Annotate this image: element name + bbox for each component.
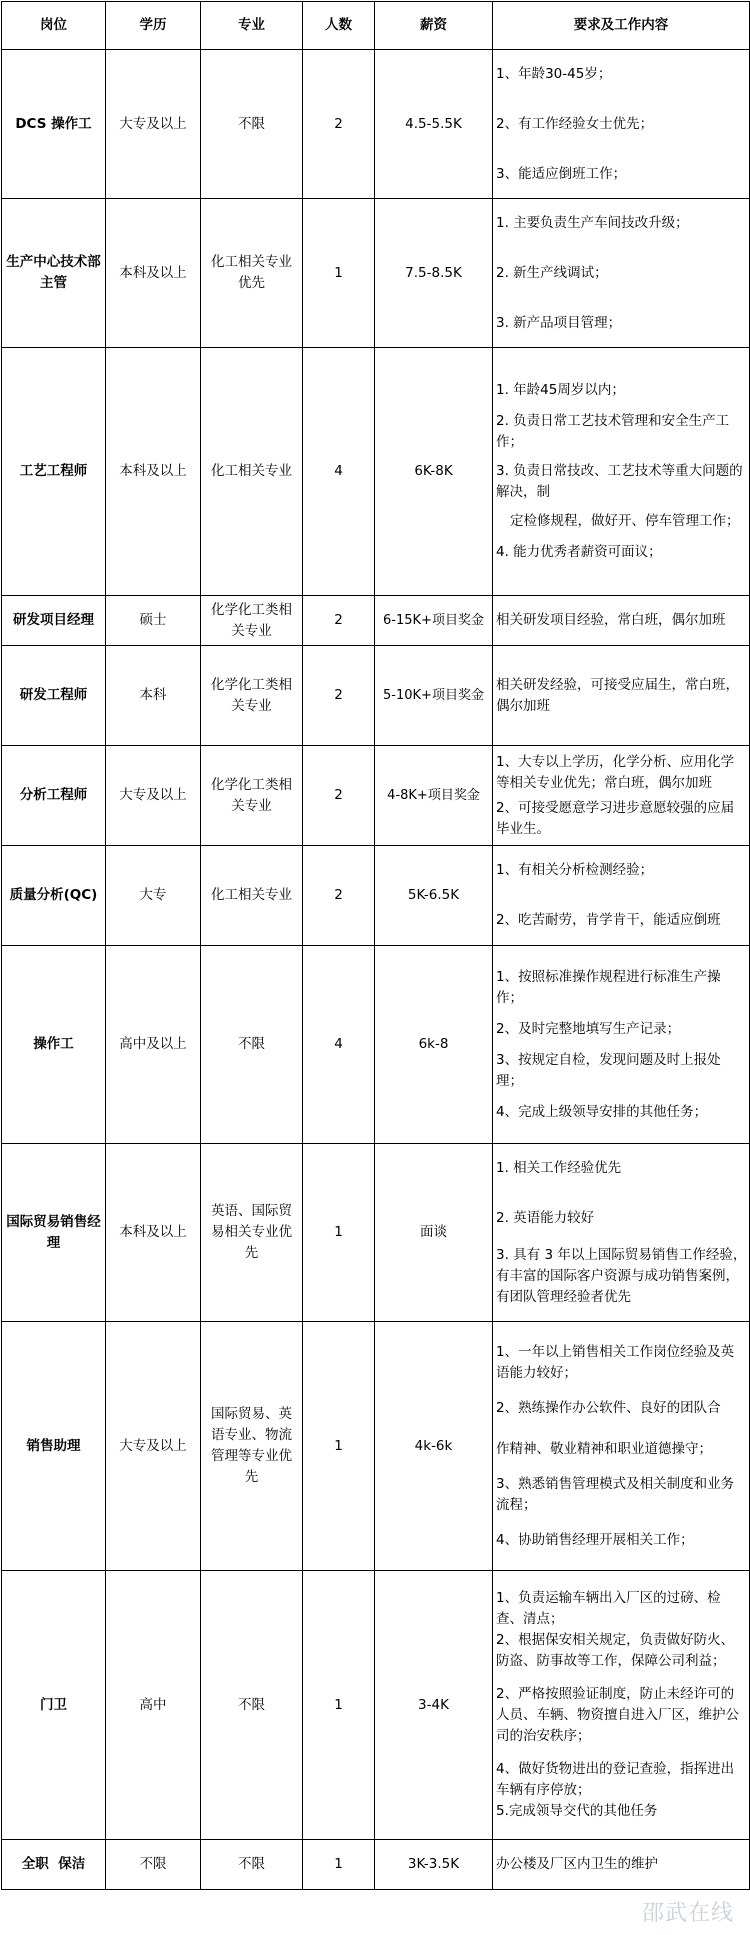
requirements-cell <box>493 746 750 846</box>
requirements-cell <box>493 1144 750 1322</box>
requirement-item: 4、做好货物进出的登记查验，指挥进出车辆有序停放； <box>496 1761 735 1798</box>
requirement-item: 3、按规定自检，发现问题及时上报处理； <box>496 1051 721 1089</box>
major-cell: 不限 <box>201 50 303 199</box>
salary-cell: 4k-6k <box>375 1322 493 1571</box>
requirement-item: 1. 相关工作经验优先 <box>496 1159 622 1176</box>
requirement-item: 4. 能力优秀者薪资可面议； <box>496 544 662 560</box>
position-cell: 生产中心技术部主管 <box>2 199 106 348</box>
requirements-cell <box>493 1840 750 1890</box>
table-row <box>2 50 750 199</box>
salary-cell: 4.5-5.5K <box>375 50 493 199</box>
major-cell: 国际贸易、英语专业、物流管理等专业优先 <box>201 1322 303 1571</box>
job-table <box>1 1 750 1890</box>
table-row <box>2 646 750 746</box>
requirement-item: 2、可接受愿意学习进步意愿较强的应届毕业生。 <box>496 799 735 837</box>
requirement-item: 相关研发项目经验，常白班，偶尔加班 <box>496 612 726 628</box>
requirement-item: 1、按照标准操作规程进行标准生产操作； <box>496 968 721 1006</box>
count-cell: 1 <box>303 1840 375 1890</box>
requirement-item: 5.完成领导交代的其他任务 <box>496 1803 658 1819</box>
salary-cell: 4-8K+项目奖金 <box>375 746 493 846</box>
requirement-item: 3. 新产品项目管理； <box>496 314 622 331</box>
count-cell: 1 <box>303 1571 375 1840</box>
education-cell: 大专 <box>106 846 201 946</box>
requirement-item: 作精神、敬业精神和职业道德操守； <box>496 1440 712 1457</box>
major-cell: 化工相关专业优先 <box>201 199 303 348</box>
education-cell: 高中 <box>106 1571 201 1840</box>
requirements-cell <box>493 50 750 199</box>
requirement-item: 2. 新生产线调试； <box>496 264 608 281</box>
header-row <box>2 2 750 50</box>
position-cell: 研发项目经理 <box>2 596 106 646</box>
education-cell: 不限 <box>106 1840 201 1890</box>
major-cell: 化学化工类相关专业 <box>201 646 303 746</box>
count-cell: 1 <box>303 199 375 348</box>
position-cell: 国际贸易销售经理 <box>2 1144 106 1322</box>
requirements-cell <box>493 596 750 646</box>
table-row <box>2 1571 750 1840</box>
watermark: 邵武在线 <box>641 1901 734 1926</box>
education-cell: 本科及以上 <box>106 199 201 348</box>
requirement-item: 2. 负责日常工艺技术管理和安全生产工作； <box>496 413 730 450</box>
table-row <box>2 846 750 946</box>
salary-cell: 6-15K+项目奖金 <box>375 596 493 646</box>
education-cell: 大专及以上 <box>106 1322 201 1571</box>
table-row <box>2 746 750 846</box>
major-cell: 化工相关专业 <box>201 846 303 946</box>
major-cell: 不限 <box>201 946 303 1144</box>
table-row <box>2 1840 750 1890</box>
major-cell: 化工相关专业 <box>201 348 303 596</box>
salary-cell: 3K-3.5K <box>375 1840 493 1890</box>
requirement-item: 2、吃苦耐劳，肯学肯干，能适应倒班 <box>496 912 721 928</box>
major-cell: 英语、国际贸易相关专业优先 <box>201 1144 303 1322</box>
requirement-item: 1、有相关分析检测经验； <box>496 862 654 878</box>
table-row <box>2 946 750 1144</box>
requirement-item: 4、完成上级领导安排的其他任务； <box>496 1103 708 1120</box>
count-cell: 2 <box>303 596 375 646</box>
table-row <box>2 1144 750 1322</box>
table-row <box>2 199 750 348</box>
education-cell: 硕士 <box>106 596 201 646</box>
salary-cell: 6K-8K <box>375 348 493 596</box>
requirements-cell <box>493 646 750 746</box>
position-cell: 门卫 <box>2 1571 106 1840</box>
count-cell: 2 <box>303 746 375 846</box>
position-cell: 研发工程师 <box>2 646 106 746</box>
requirement-item: 1. 年龄45周岁以内； <box>496 382 625 398</box>
requirement-item: 2. 英语能力较好 <box>496 1209 595 1226</box>
requirement-item: 3. 负责日常技改、工艺技术等重大问题的解决，制 <box>496 463 743 500</box>
requirement-item: 2、及时完整地填写生产记录； <box>496 1020 681 1037</box>
position-cell: 销售助理 <box>2 1322 106 1571</box>
position-cell: 分析工程师 <box>2 746 106 846</box>
header-count: 人数 <box>303 2 375 50</box>
count-cell: 2 <box>303 646 375 746</box>
requirements-cell <box>493 946 750 1144</box>
requirement-item: 2、根据保安相关规定，负责做好防火、防盗、防事故等工作，保障公司利益； <box>496 1632 735 1669</box>
requirement-item: 1、年龄30-45岁； <box>496 65 612 82</box>
header-salary: 薪资 <box>375 2 493 50</box>
requirement-item: 1、一年以上销售相关工作岗位经验及英语能力较好； <box>496 1343 735 1381</box>
salary-cell: 7.5-8.5K <box>375 199 493 348</box>
header-position: 岗位 <box>2 2 106 50</box>
requirement-item: 3、能适应倒班工作； <box>496 165 627 182</box>
count-cell: 1 <box>303 1144 375 1322</box>
education-cell: 本科及以上 <box>106 1144 201 1322</box>
requirement-item: 定检修规程，做好开、停车管理工作； <box>510 513 740 529</box>
count-cell: 1 <box>303 1322 375 1571</box>
requirement-item: 1. 主要负责生产车间技改升级； <box>496 214 689 231</box>
requirement-item: 2、有工作经验女士优先； <box>496 115 654 132</box>
header-major: 专业 <box>201 2 303 50</box>
major-cell: 化学化工类相关专业 <box>201 596 303 646</box>
requirement-item: 办公楼及厂区内卫生的维护 <box>496 1856 658 1872</box>
count-cell: 2 <box>303 50 375 199</box>
requirements-cell <box>493 348 750 596</box>
requirement-item: 相关研发经验，可接受应届生，常白班，偶尔加班 <box>496 676 739 714</box>
count-cell: 4 <box>303 946 375 1144</box>
position-cell: 全职 保洁 <box>2 1840 106 1890</box>
table-row <box>2 348 750 596</box>
education-cell: 本科 <box>106 646 201 746</box>
table-row <box>2 1322 750 1571</box>
requirement-item: 1、负责运输车辆出入厂区的过磅、检查、清点； <box>496 1590 721 1627</box>
position-cell: 质量分析(QC) <box>2 846 106 946</box>
position-cell: 工艺工程师 <box>2 348 106 596</box>
major-cell: 化学化工类相关专业 <box>201 746 303 846</box>
position-cell: 操作工 <box>2 946 106 1144</box>
salary-cell: 6k-8 <box>375 946 493 1144</box>
education-cell: 高中及以上 <box>106 946 201 1144</box>
position-cell: DCS 操作工 <box>2 50 106 199</box>
salary-cell: 3-4K <box>375 1571 493 1840</box>
education-cell: 本科及以上 <box>106 348 201 596</box>
major-cell: 不限 <box>201 1840 303 1890</box>
requirement-item: 3. 具有 3 年以上国际贸易销售工作经验，有丰富的国际客户资源与成功销售案例，有团队管理经验者优先 <box>496 1246 747 1305</box>
salary-cell: 5-10K+项目奖金 <box>375 646 493 746</box>
requirements-cell <box>493 199 750 348</box>
count-cell: 2 <box>303 846 375 946</box>
major-cell: 不限 <box>201 1571 303 1840</box>
requirement-item: 3、熟悉销售管理模式及相关制度和业务流程； <box>496 1475 735 1513</box>
requirement-item: 4、协助销售经理开展相关工作； <box>496 1531 694 1548</box>
education-cell: 大专及以上 <box>106 50 201 199</box>
salary-cell: 5K-6.5K <box>375 846 493 946</box>
count-cell: 4 <box>303 348 375 596</box>
header-requirements: 要求及工作内容 <box>493 2 750 50</box>
requirements-cell <box>493 1571 750 1840</box>
header-education: 学历 <box>106 2 201 50</box>
requirement-item: 2、严格按照验证制度，防止未经许可的人员、车辆、物资擅自进入厂区，维护公司的治安秩序； <box>496 1686 739 1744</box>
requirement-item: 1、大专以上学历，化学分析、应用化学等相关专业优先；常白班，偶尔加班 <box>496 753 735 791</box>
education-cell: 大专及以上 <box>106 746 201 846</box>
salary-cell: 面谈 <box>375 1144 493 1322</box>
requirement-item: 2、熟练操作办公软件、良好的团队合 <box>496 1399 721 1416</box>
requirements-cell <box>493 846 750 946</box>
table-row <box>2 596 750 646</box>
requirements-cell <box>493 1322 750 1571</box>
